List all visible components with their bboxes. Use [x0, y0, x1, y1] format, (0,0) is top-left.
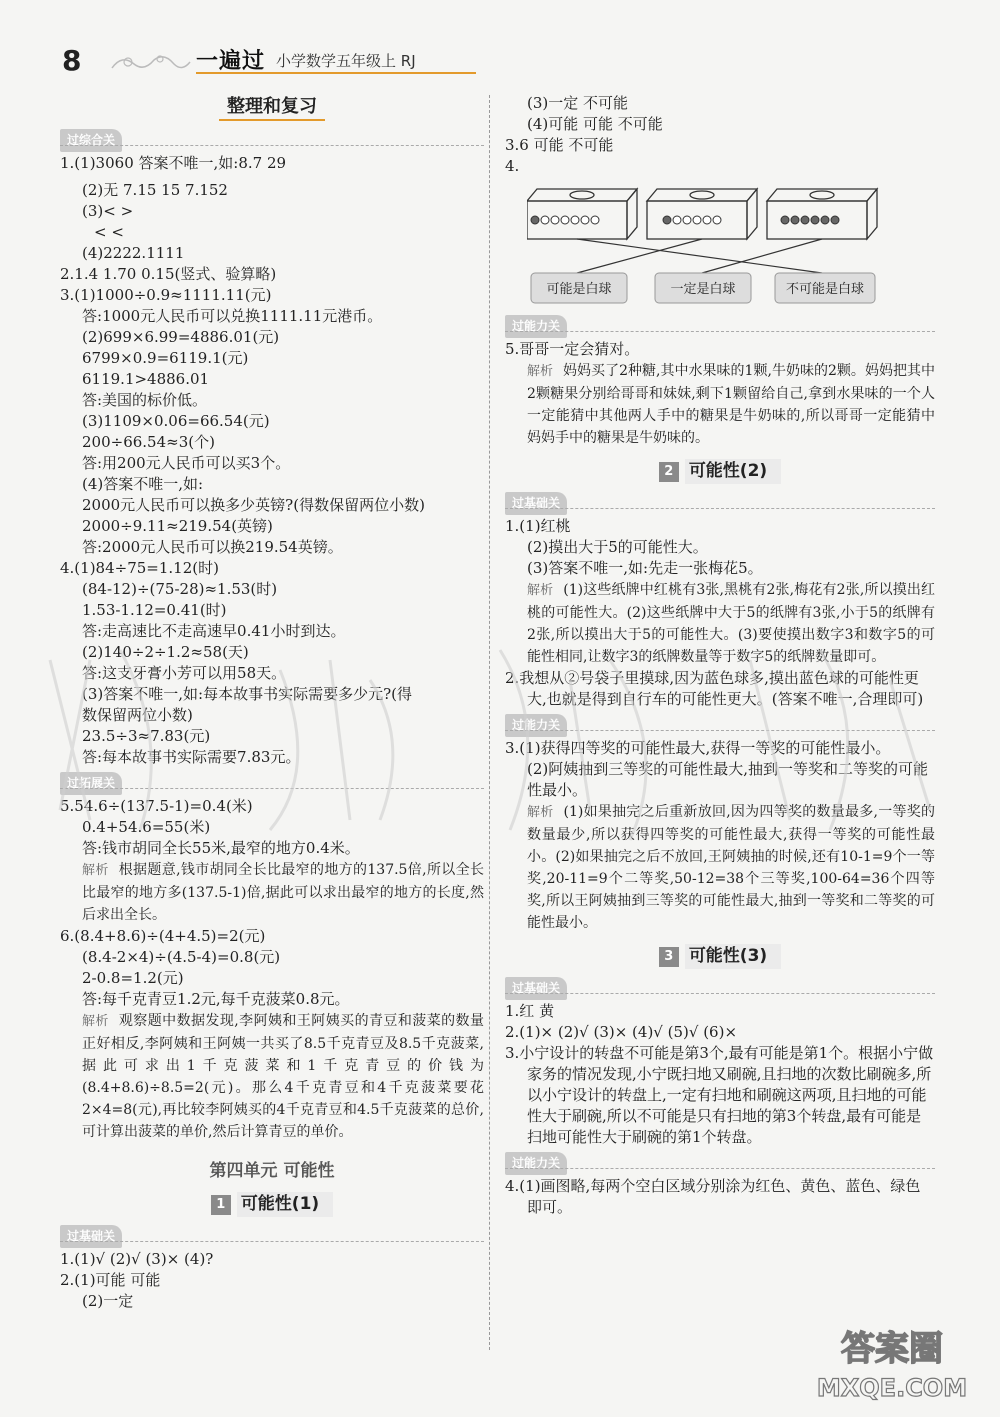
- q3-line: 2000÷9.11≈219.54(英镑): [82, 517, 273, 535]
- q4-line: 答:走高速比不走高速早0.41小时到达。: [82, 622, 346, 640]
- q1-line: (2)无 7.15 15 7.152: [82, 181, 228, 199]
- cont-line: 3.6 可能 不可能: [505, 136, 614, 154]
- analysis-text: 根据题意,钱市胡同全长比最窄的地方的137.5倍,所以全长比最窄的地方多(137.5-1)倍,据此可以求出最窄的地方的长度,然后求出全长。: [82, 862, 484, 923]
- unit-title: 第四单元 可能性: [209, 1161, 335, 1181]
- tag-comprehensive: 过综合关: [60, 129, 122, 152]
- diagram-svg: [527, 181, 927, 311]
- q3-line: 答:用200元人民币可以买3个。: [82, 454, 291, 472]
- box-1: [527, 189, 637, 239]
- l2-q1-line: (3)答案不唯一,如:先走一张梅花5。: [527, 559, 763, 577]
- q3-line: (3)1109×0.06=66.54(元): [82, 412, 270, 430]
- diagram-label-3: 不可能是白球: [785, 282, 865, 297]
- q6-line: 答:每千克青豆1.2元,每千克菠菜0.8元。: [82, 990, 350, 1008]
- tag-row: [505, 492, 935, 512]
- tag-row: [505, 315, 935, 335]
- q4-line: (3)答案不唯一,如:每本故事书实际需要多少元?(得: [82, 685, 412, 703]
- analysis-label: 解析: [82, 1014, 109, 1029]
- analysis-label: 解析: [527, 583, 554, 598]
- lesson-title: 1 可能性(1): [60, 1192, 484, 1217]
- header-decoration-icon: [108, 50, 192, 76]
- section-title: 整理和复习: [60, 96, 484, 121]
- analysis-label: 解析: [527, 364, 554, 379]
- l2-q2: 2.我想从②号袋子里摸球,因为蓝色球多,摸出蓝色球的可能性更大,也就是得到自行车的可能性更大。(答案不唯一,合理即可): [505, 669, 924, 708]
- page-number: 8: [62, 44, 82, 77]
- footer-logo-text: 答案圈: [841, 1329, 943, 1369]
- tag-row: [60, 1225, 484, 1245]
- analysis-text: (1)这些纸牌中红桃有3张,黑桃有2张,梅花有2张,所以摸出红桃的可能性大。(2)这些纸牌中大于5的纸牌有3张,小于5的纸牌有2张,所以摸出大于5的可能性大。(3)要使摸出数字3和数字5的可能性相同,让数字3的纸牌数量等于数字5的纸牌数量即可。: [527, 582, 935, 665]
- q5-line: 0.4+54.6=55(米): [82, 818, 211, 836]
- tag-row: [505, 977, 935, 997]
- q4-line: 数保留两位小数): [82, 706, 193, 724]
- q6-line: (8.4-2×4)÷(4.5-4)=0.8(元): [82, 948, 281, 966]
- q3-line: (4)答案不唯一,如:: [82, 475, 204, 493]
- l2-q1-line: (2)摸出大于5的可能性大。: [527, 538, 708, 556]
- l2-q1-analysis: [505, 579, 935, 668]
- cont-line: (3)一定 不可能: [527, 94, 629, 112]
- q4-line: 1.53-1.12=0.41(时): [82, 601, 227, 619]
- analysis-label: 解析: [82, 863, 109, 878]
- l2-q1-line: 1.(1)红桃: [505, 517, 571, 535]
- l2-q3-analysis: [505, 801, 935, 934]
- tag-ability: 过能力关: [505, 315, 567, 338]
- q1-line: < <: [94, 223, 124, 241]
- brand-logo: 一遍过: [196, 49, 266, 74]
- analysis-text: (1)如果抽完之后重新放回,因为四等奖的数量最多,一等奖的数量最少,所以获得四等奖的可能性最大,获得一等奖的可能性最小。(2)如果抽完之后不放回,王阿姨抽的时候,还有10-1=9个一等奖,20-11=9个二等奖,50-12=38个三等奖,100-64=36个四等奖,所以王阿姨抽到三等奖的可能性最大,抽到一等奖和二等奖的可能性最小。: [527, 804, 935, 931]
- lesson-title: 3 可能性(3): [505, 944, 935, 969]
- q3-line: 200÷66.54≈3(个): [82, 433, 215, 451]
- tag-row: [505, 1152, 935, 1172]
- box-3: [767, 189, 877, 239]
- q4-line: 答:这支牙膏小芳可以用58天。: [82, 664, 287, 682]
- q6-line: 2-0.8=1.2(元): [82, 969, 184, 987]
- header-rule: [196, 72, 476, 74]
- analysis-text: 观察题中数据发现,李阿姨和王阿姨买的青豆和菠菜的数量正好相反,李阿姨和王阿姨一共买了8.5千克青豆及8.5千克菠菜,据此可求出1千克菠菜和1千克青豆的价钱为(8.4+8.6)÷8.5=2(元)。那么4千克青豆和4千克菠菜要花2×4=8(元),再比较李阿姨买的4千克青豆和4.5千克菠菜的总价,可计算出菠菜的单价,然后计算青豆的单价。: [82, 1013, 484, 1140]
- q5-analysis: [60, 859, 484, 926]
- l2-q3-line: 3.(1)获得四等奖的可能性最大,获得一等奖的可能性最小。: [505, 739, 891, 757]
- l1-q2-line: 2.(1)可能 可能: [60, 1271, 161, 1289]
- l3-q3: 3.小宁设计的转盘不可能是第3个,最有可能是第1个。根据小宁做家务的情况发现,小宁既扫地又刷碗,且扫地的次数比刷碗多,所以小宁设计的转盘上,一定有扫地和刷碗这两项,且扫地的可能性大于刷碗,所以不可能是只有扫地的第3个转盘,最有可能是扫地可能性大于刷碗的第1个转盘。: [505, 1044, 934, 1146]
- cont-line: 4.: [505, 157, 520, 175]
- left-column: [60, 90, 484, 1312]
- l2-q3-line: (2)阿姨抽到三等奖的可能性最大,抽到一等奖和二等奖的可能性最小。: [527, 760, 929, 799]
- q5-line: 5.哥哥一定会猜对。: [505, 340, 640, 358]
- q6-line: 6.(8.4+8.6)÷(4+4.5)=2(元): [60, 927, 266, 945]
- l1-q2-line: (2)一定: [82, 1292, 134, 1310]
- l1-q1: 1.(1)√ (2)√ (3)× (4)?: [60, 1250, 214, 1268]
- footer-logo: [810, 1320, 980, 1410]
- tag-row: [505, 714, 935, 734]
- tag-ability: 过能力关: [505, 714, 567, 737]
- q4-line: (2)140÷2÷1.2≈58(天): [82, 643, 249, 661]
- analysis-label: 解析: [527, 805, 554, 820]
- box-2: [647, 189, 757, 239]
- q1-line: (4)2222.1111: [82, 244, 185, 262]
- tag-basic: 过基础关: [505, 492, 567, 515]
- l3-q1: 1.红 黄: [505, 1002, 555, 1020]
- q1-line: 1.(1)3060 答案不唯一,如:8.7 29: [60, 154, 287, 172]
- header-subtitle: 小学数学五年级上 RJ: [276, 52, 416, 70]
- q3-line: 答:2000元人民币可以换219.54英镑。: [82, 538, 343, 556]
- tag-row: [60, 129, 484, 149]
- column-divider: [489, 95, 490, 1350]
- tag-basic: 过基础关: [60, 1225, 122, 1248]
- tag-row: [60, 772, 484, 792]
- q5-analysis: [505, 360, 935, 449]
- tag-basic: 过基础关: [505, 977, 567, 1000]
- q3-line: 6119.1>4886.01: [82, 370, 210, 388]
- ball-box-diagram: [527, 181, 927, 311]
- lesson-title: 2 可能性(2): [505, 459, 935, 484]
- q2-line: 2.1.4 1.70 0.15(竖式、验算略): [60, 265, 277, 283]
- footer-logo-url: MXQE.COM: [816, 1374, 968, 1402]
- tag-expand: 过拓展关: [60, 772, 122, 795]
- q6-analysis: [60, 1010, 484, 1143]
- l3-q2: 2.(1)× (2)√ (3)× (4)√ (5)√ (6)×: [505, 1023, 738, 1041]
- q3-line: 6799×0.9=6119.1(元): [82, 349, 249, 367]
- q4-line: 4.(1)84÷75=1.12(时): [60, 559, 219, 577]
- q4-line: 答:每本故事书实际需要7.83元。: [82, 748, 301, 766]
- q3-line: 3.(1)1000÷0.9≈1111.11(元): [60, 286, 272, 304]
- q4-line: (84-12)÷(75-28)≈1.53(时): [82, 580, 278, 598]
- q3-line: (2)699×6.99=4886.01(元): [82, 328, 280, 346]
- analysis-text: 妈妈买了2种糖,其中水果味的1颗,牛奶味的2颗。妈妈把其中2颗糖果分别给哥哥和妹妹,剩下1颗留给自己,拿到水果味的一个人一定能猜中其他两人手中的糖果是牛奶味的,所以哥哥一定能猜中妈妈手中的糖果是牛奶味的。: [527, 363, 935, 446]
- diagram-label-2: 一定是白球: [670, 282, 736, 297]
- cont-line: (4)可能 可能 不可能: [527, 115, 663, 133]
- tag-ability: 过能力关: [505, 1152, 567, 1175]
- q4-line: 23.5÷3≈7.83(元): [82, 727, 211, 745]
- q3-line: 答:美国的标价低。: [82, 391, 208, 409]
- diagram-label-1: 可能是白球: [546, 282, 612, 297]
- q3-line: 2000元人民币可以换多少英镑?(得数保留两位小数): [82, 496, 425, 514]
- l3-q4: 4.(1)画图略,每两个空白区域分别涂为红色、黄色、蓝色、绿色即可。: [505, 1177, 921, 1216]
- q1-line: (3)< >: [82, 202, 134, 220]
- right-column: [505, 93, 935, 1218]
- q5-line: 5.54.6÷(137.5-1)=0.4(米): [60, 797, 253, 815]
- q3-line: 答:1000元人民币可以兑换1111.11元港币。: [82, 307, 383, 325]
- q5-line: 答:钱市胡同全长55米,最窄的地方0.4米。: [82, 839, 360, 857]
